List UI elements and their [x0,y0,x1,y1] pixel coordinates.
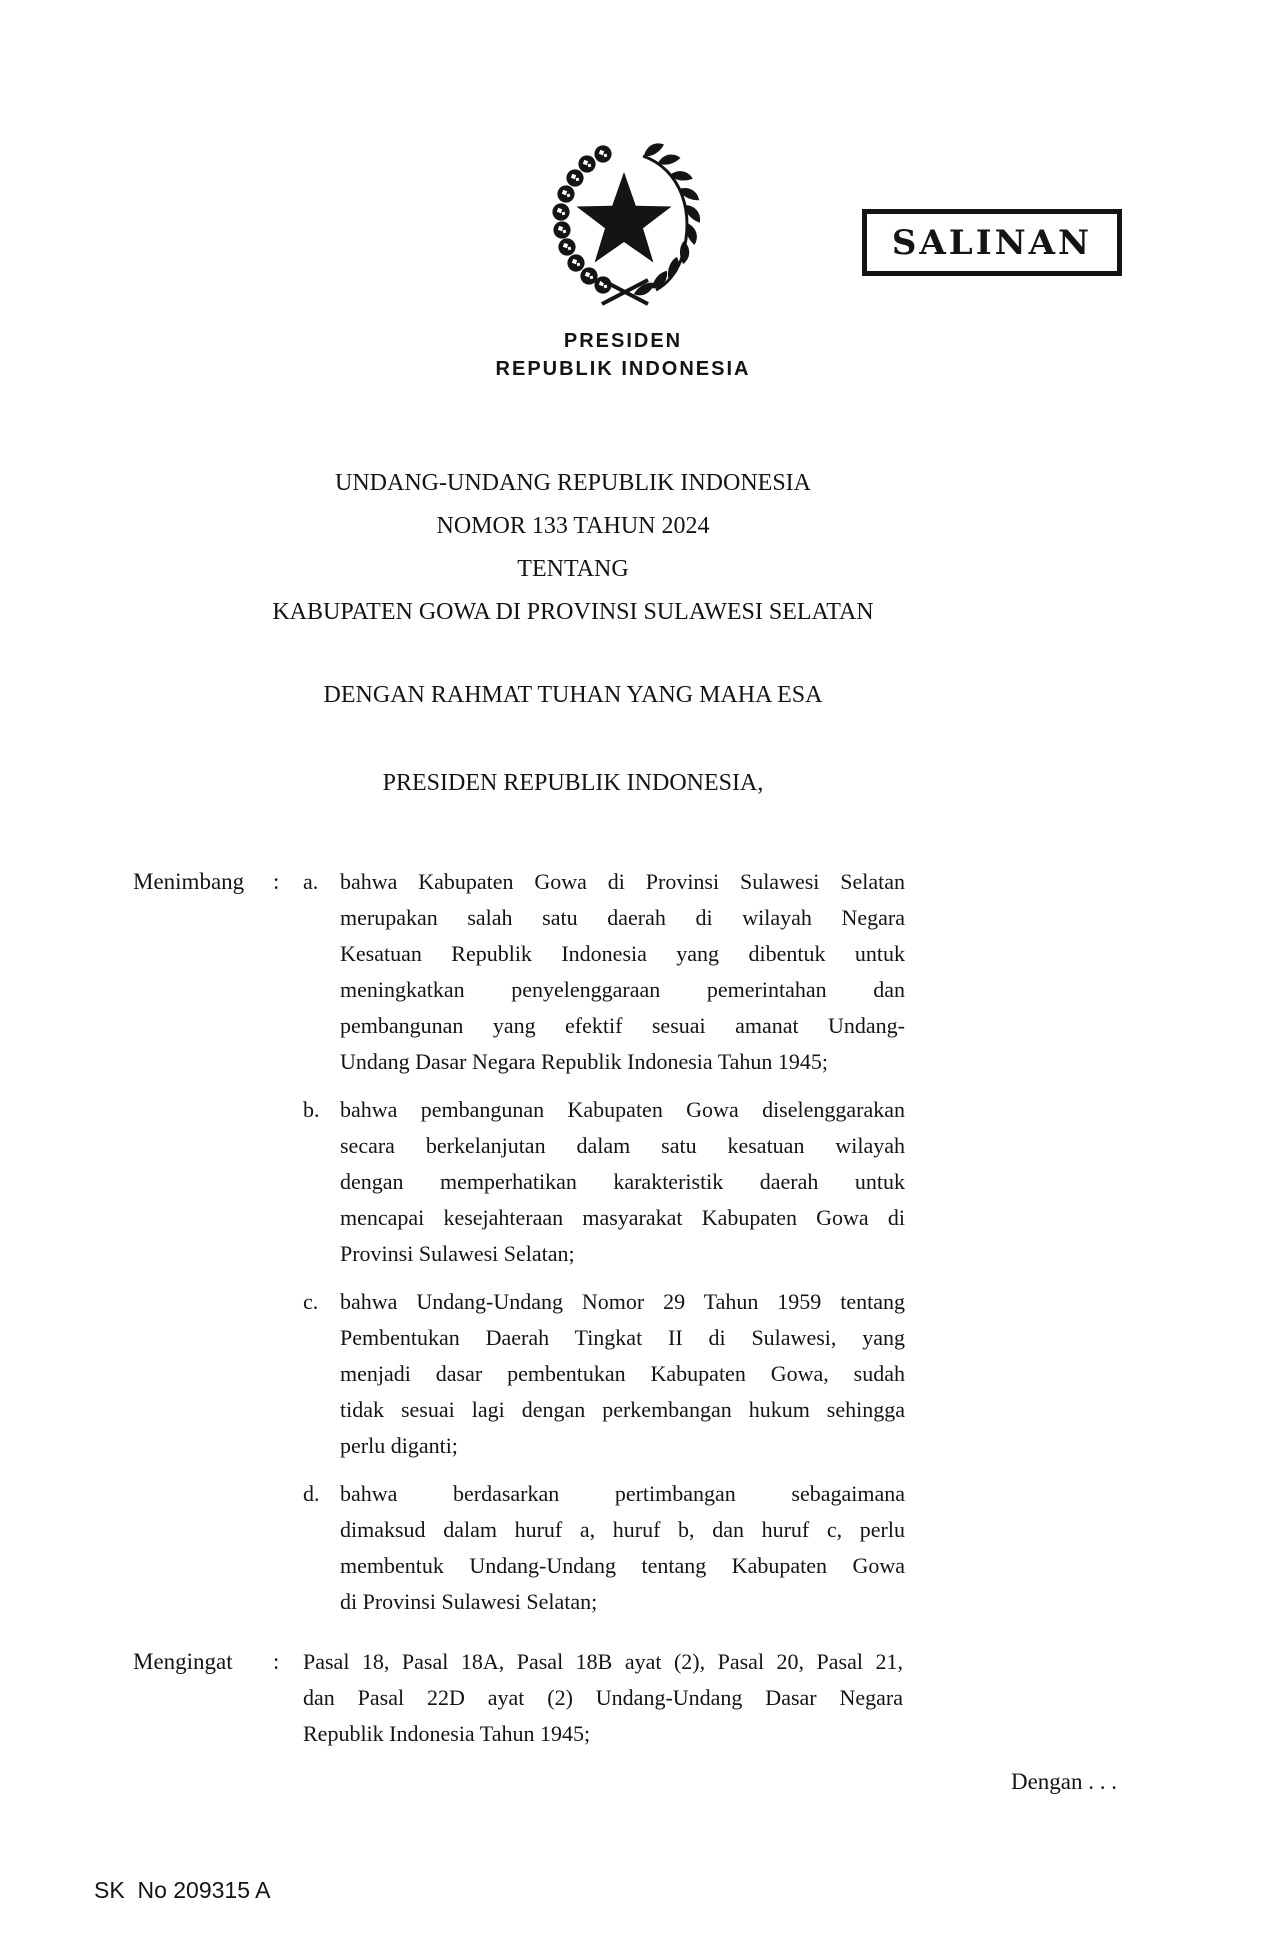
item-letter: c. [303,1289,319,1314]
text-line: Pasal 18, Pasal 18A, Pasal 18B ayat (2), Pasal 20, Pasal 21, [303,1649,903,1674]
consideration-item-a [303,864,905,1080]
salinan-stamp-label: SALINAN [891,222,1093,263]
text-line: dan Pasal 22D ayat (2) Undang-Undang Dasar Negara [303,1685,903,1710]
law-title-tentang: TENTANG [517,556,629,582]
text-line: di Provinsi Sulawesi Selatan; [340,1589,598,1614]
text-line: perlu diganti; [340,1433,458,1458]
text-line: bahwa Kabupaten Gowa di Provinsi Sulawesi Selatan [340,869,905,894]
text-line: mencapai kesejahteraan masyarakat Kabupaten Gowa di [340,1205,905,1230]
salinan-stamp [862,209,1122,276]
consideration-item-c [303,1284,905,1464]
law-title-line1: UNDANG-UNDANG REPUBLIK INDONESIA [335,470,811,496]
menimbang-label: Menimbang [133,869,245,894]
text-line: Undang Dasar Negara Republik Indonesia Tahun 1945; [340,1049,829,1074]
text-line: dengan memperhatikan karakteristik daerah untuk [340,1169,905,1194]
text-line: meningkatkan penyelenggaraan pemerintahan dan [340,977,905,1002]
law-title-subject: KABUPATEN GOWA DI PROVINSI SULAWESI SELATAN [272,599,874,625]
text-line: tidak sesuai lagi dengan perkembangan hukum sehingga [340,1397,905,1422]
letterhead-presiden: PRESIDEN [563,330,683,352]
authority-line: PRESIDEN REPUBLIK INDONESIA, [382,770,764,796]
consideration-item-b [303,1092,905,1272]
catchword: Dengan . . . [1010,1769,1117,1794]
text-line: bahwa berdasarkan pertimbangan sebagaimana [340,1481,905,1506]
item-letter: b. [303,1097,320,1122]
mengingat-paragraph [303,1644,903,1752]
letterhead-republik-indonesia: REPUBLIK INDONESIA [495,358,751,380]
text-line: membentuk Undang-Undang tentang Kabupaten Gowa [340,1553,905,1578]
letterhead [423,327,823,383]
mengingat-colon: : [273,1649,280,1674]
text-line: bahwa Undang-Undang Nomor 29 Tahun 1959 tentang [340,1289,905,1314]
text-line: Kesatuan Republik Indonesia yang dibentuk untuk [340,941,905,966]
law-title-number: NOMOR 133 TAHUN 2024 [436,513,710,539]
text-line: Pembentukan Daerah Tingkat II di Sulawesi, yang [340,1325,905,1350]
text-line: Republik Indonesia Tahun 1945; [303,1721,591,1746]
mengingat-label: Mengingat [133,1649,233,1674]
invocation-line: DENGAN RAHMAT TUHAN YANG MAHA ESA [323,682,823,708]
text-line: Provinsi Sulawesi Selatan; [340,1241,575,1266]
menimbang-colon: : [273,869,280,894]
text-line: bahwa pembangunan Kabupaten Gowa diselenggarakan [340,1097,905,1122]
text-line: secara berkelanjutan dalam satu kesatuan wilayah [340,1133,905,1158]
item-letter: a. [303,869,319,894]
law-title [133,462,1013,634]
text-line: pembangunan yang efektif sesuai amanat Undang- [340,1013,905,1038]
text-line: merupakan salah satu daerah di wilayah Negara [340,905,905,930]
text-line: dimaksud dalam huruf a, huruf b, dan huruf c, perlu [340,1517,905,1542]
menimbang-items [303,864,905,1632]
state-emblem-star-wreath-icon [540,131,710,309]
text-line: menjadi dasar pembentukan Kabupaten Gowa, sudah [340,1361,905,1386]
footer-sk-number: SK No 209315 A [94,1877,271,1903]
consideration-item-d [303,1476,905,1620]
item-letter: d. [303,1481,320,1506]
